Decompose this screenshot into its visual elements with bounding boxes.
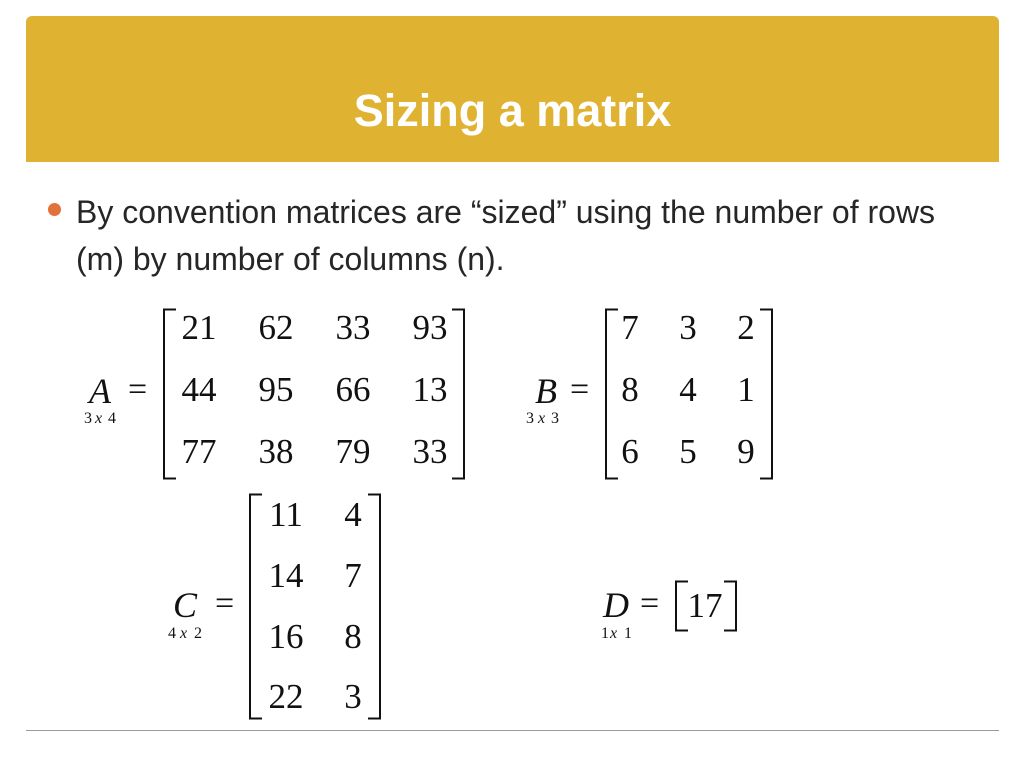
matrix-a-cell: 93 <box>412 308 448 347</box>
matrix-c-cell: 7 <box>344 556 362 595</box>
matrix-a-cell: 77 <box>181 432 217 471</box>
matrix-a-cell: 44 <box>181 370 217 409</box>
matrix-a-cell: 95 <box>258 370 294 409</box>
matrix-a-cell: 33 <box>412 432 448 471</box>
matrix-d-size-cols: 1 <box>624 625 632 642</box>
matrix-d-cell: 17 <box>687 586 723 625</box>
matrix-b-equals: = <box>570 371 590 408</box>
matrix-a-equals: = <box>128 371 148 408</box>
matrix-a-cell: 38 <box>258 432 294 471</box>
matrix-b-cell: 4 <box>679 370 697 409</box>
matrix-d-size-x: x <box>610 625 618 642</box>
footer-divider <box>26 730 999 731</box>
matrix-c-cell: 11 <box>269 495 303 534</box>
matrix-b-cell: 3 <box>679 308 697 347</box>
matrix-c-cell: 8 <box>344 617 362 656</box>
matrix-c-cell: 16 <box>268 617 304 656</box>
matrix-c-cell: 4 <box>344 495 362 534</box>
matrix-a-cell: 79 <box>335 432 371 471</box>
matrix-c-cell: 3 <box>344 677 362 716</box>
matrix-c-size-cols: 2 <box>194 625 202 642</box>
matrix-a-size-x: x <box>95 410 103 427</box>
matrix-c-cell: 22 <box>268 677 304 716</box>
matrix-a-size-cols: 4 <box>108 410 116 427</box>
matrix-c-size-x: x <box>180 625 188 642</box>
matrix-b-size-x: x <box>538 410 546 427</box>
matrix-b-cell: 1 <box>737 370 755 409</box>
matrix-b-size-rows: 3 <box>526 410 534 427</box>
matrix-d-size-rows: 1 <box>601 625 609 642</box>
matrix-b-cell: 8 <box>621 370 639 409</box>
matrix-b-cell: 7 <box>621 308 639 347</box>
matrix-a-cell: 33 <box>335 308 371 347</box>
matrix-d-name: D <box>603 585 629 625</box>
matrix-d-equals: = <box>640 585 660 622</box>
matrix-a-cell: 66 <box>335 370 371 409</box>
bullet-dot <box>48 203 61 216</box>
matrix-a-cell: 62 <box>258 308 294 347</box>
slide-title: Sizing a matrix <box>353 85 672 136</box>
matrix-a-name: A <box>89 371 111 411</box>
matrix-a-cell: 21 <box>181 308 217 347</box>
matrix-a-cell: 13 <box>412 370 448 409</box>
matrix-c-equals: = <box>215 585 235 622</box>
matrix-b-size-cols: 3 <box>551 410 559 427</box>
bullet-text: By convention matrices are “sized” using the number of rows (m) by number of columns (n). <box>76 194 936 277</box>
matrix-a-size-rows: 3 <box>84 410 92 427</box>
matrix-b-cell: 9 <box>737 432 755 471</box>
title-bar <box>26 16 999 162</box>
matrix-b-cell: 6 <box>621 432 639 471</box>
matrix-c-size-rows: 4 <box>168 625 176 642</box>
matrix-b-name: B <box>535 371 557 411</box>
matrix-c-name: C <box>173 585 198 625</box>
matrix-c-cell: 14 <box>268 556 304 595</box>
matrix-b-cell: 5 <box>679 432 697 471</box>
matrix-b-cell: 2 <box>737 308 755 347</box>
